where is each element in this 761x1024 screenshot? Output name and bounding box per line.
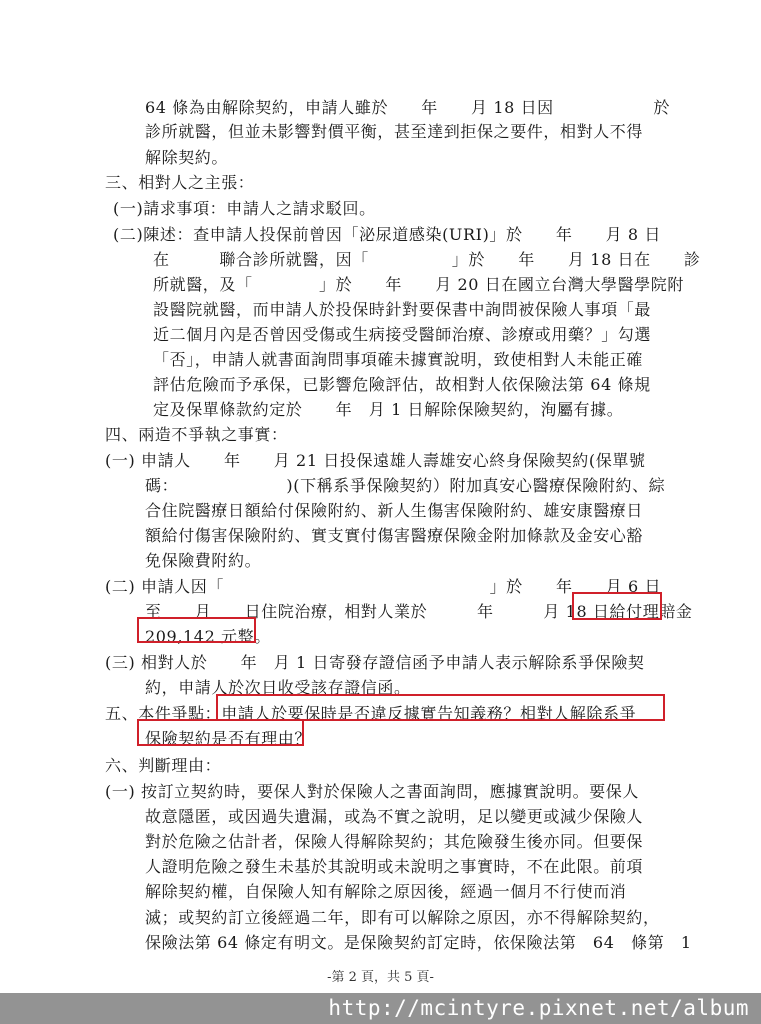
text-line: 所就醫，及「 」於 年 月 20 日在國立台灣大學醫學院附	[153, 275, 684, 294]
text-line: 人證明危險之發生未基於其說明或未說明之事實時，不在此限。前項	[145, 857, 644, 876]
section-heading: 五、本件爭點：申請人於要保時是否違反據實告知義務？相對人解除系爭	[105, 704, 637, 723]
text-line: 近二個月內是否曾因受傷或生病接受醫師治療、診療或用藥？」勾選	[153, 325, 652, 344]
text-line: 合住院醫療日額給付保險附約、新人生傷害保險附約、雄安康醫療日	[145, 501, 644, 520]
text-line: 保險契約是否有理由？	[145, 729, 312, 748]
section-heading: 四、兩造不爭執之事實：	[105, 425, 288, 444]
text-line: (二) 申請人因「 」於 年 月 6 日	[105, 577, 662, 596]
text-line: 解除契約權，自保險人知有解除之原因後，經過一個月不行使而消	[145, 882, 627, 901]
text-line: 免保險費附約。	[145, 551, 262, 570]
text-line: 定及保單條款約定於 年 月 1 日解除保險契約，洵屬有據。	[153, 400, 624, 419]
text-line: 64 條為由解除契約，申請人雖於 年 月 18 日因 於	[145, 98, 670, 117]
text-line: 保險法第 64 條定有明文。是保險契約訂定時，依保險法第 64 條第 1	[145, 933, 692, 952]
section-heading: 六、判斷理由：	[105, 756, 222, 775]
text-line: (一) 按訂立契約時，要保人對於保險人之書面詢問，應據實說明。要保人	[105, 782, 639, 801]
text-line: 碼： )(下稱系爭保險契約）附加真安心醫療保險附約、綜	[145, 476, 666, 495]
text-line: 評估危險而予承保，已影響危險評估，故相對人依保險法第 64 條規	[153, 375, 651, 394]
text-line: 至 月 日住院治療，相對人業於 年 月 18 日給付理賠金	[145, 602, 693, 621]
text-line: 故意隱匿，或因過失遺漏，或為不實之說明，足以變更或減少保險人	[145, 807, 644, 826]
text-line: (一) 申請人 年 月 21 日投保遠雄人壽雄安心終身保險契約(保單號	[105, 451, 646, 470]
watermark-url: http://mcintyre.pixnet.net/album	[328, 996, 749, 1020]
highlight-box-claim-amount	[572, 592, 662, 620]
text-line: 「否」，申請人就書面詢問事項確未據實說明，致使相對人未能正確	[153, 350, 644, 369]
text-line: 在 聯合診所就醫，因「 」於 年 月 18 日在 診	[153, 250, 701, 269]
text-line: 解除契約。	[145, 148, 229, 167]
text-line: 額給付傷害保險附約、實支實付傷害醫療保險金附加條款及金安心豁	[145, 526, 644, 545]
text-line: (三) 相對人於 年 月 1 日寄發存證信函予申請人表示解除系爭保險契	[105, 653, 645, 672]
text-line: 對於危險之估計者，保險人得解除契約；其危險發生後亦同。但要保	[145, 832, 644, 851]
text-line: 診所就醫，但並未影響對價平衡，甚至達到拒保之要件，相對人不得	[145, 122, 644, 141]
section-heading: 三、相對人之主張：	[105, 173, 255, 192]
page-footer: -第 2 頁，共 5 頁-	[327, 970, 434, 985]
text-line: (一)請求事項：申請人之請求駁回。	[113, 199, 376, 218]
text-line: 約，申請人於次日收受該存證信函。	[145, 678, 411, 697]
text-line: 滅；或契約訂立後經過二年，即有可以解除之原因，亦不得解除契約，	[145, 908, 660, 927]
highlight-box-dispute-issue-continued	[137, 719, 304, 746]
text-line: 209,142 元整。	[145, 627, 271, 646]
text-line: 設醫院就醫，而申請人於投保時針對要保書中詢問被保險人事項「最	[153, 300, 652, 319]
highlight-box-claim-amount-continued	[137, 617, 256, 643]
text-line: (二)陳述：查申請人投保前曾因「泌尿道感染(URI)」於 年 月 8 日	[113, 225, 661, 244]
highlight-box-dispute-issue	[216, 694, 665, 721]
